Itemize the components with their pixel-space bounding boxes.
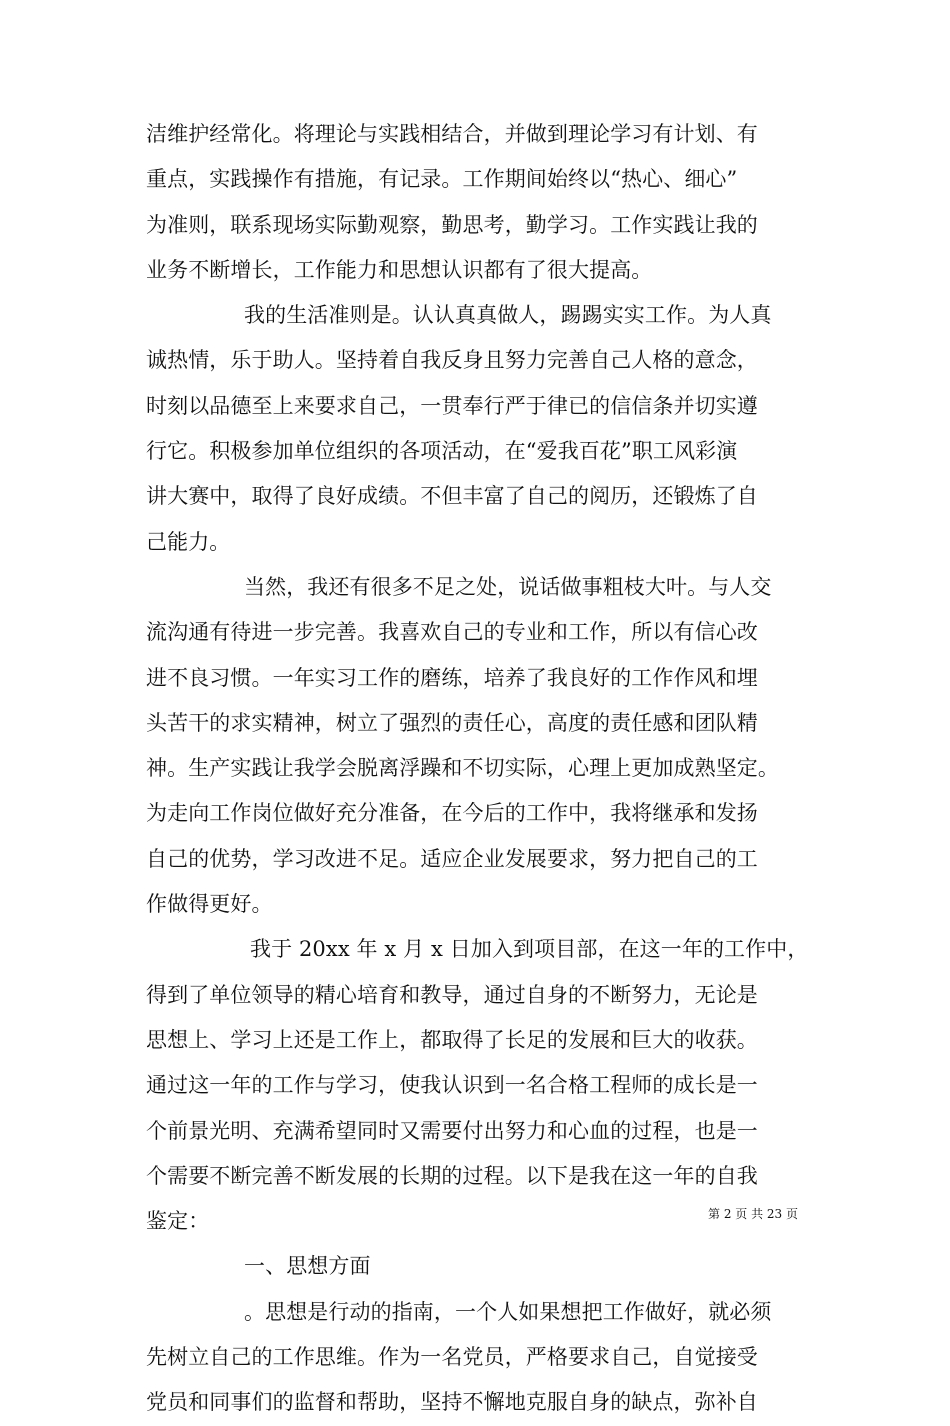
text-line: 为走向工作岗位做好充分准备，在今后的工作中，我将继承和发扬 (146, 801, 758, 826)
text-line: 神。生产实践让我学会脱离浮躁和不切实际，心理上更加成熟坚定。 (146, 756, 779, 781)
page-number-footer: 第 2 页 共 23 页 (708, 1207, 798, 1221)
text-line: 头苦干的求实精神，树立了强烈的责任心，高度的责任感和团队精 (146, 710, 758, 735)
text-line: 个前景光明、充满希望同时又需要付出努力和心血的过程，也是一 (146, 1118, 758, 1143)
text-line: 业务不断增长，工作能力和思想认识都有了很大提高。 (146, 257, 653, 282)
text-line: 重点，实践操作有措施，有记录。工作期间始终以“热心、细心” (146, 167, 738, 192)
text-line: 流沟通有待进一步完善。我喜欢自己的专业和工作，所以有信心改 (146, 620, 758, 645)
section-heading: 一、思想方面 (244, 1254, 371, 1279)
text-line: 作做得更好。 (146, 892, 273, 917)
document-body (146, 112, 811, 1426)
text-line: 为准则，联系现场实际勤观察，勤思考，勤学习。工作实践让我的 (146, 212, 758, 237)
text-line: 党员和同事们的监督和帮助，坚持不懈地克服自身的缺点，弥补自 (146, 1390, 758, 1415)
paragraph-start-line: 我于 20xx 年 x 月 x 日加入到项目部，在这一年的工作中， (250, 937, 809, 962)
text-line: 自己的优势，学习改进不足。适应企业发展要求，努力把自己的工 (146, 846, 758, 871)
text-line: 得到了单位领导的精心培育和教导，通过自身的不断努力，无论是 (146, 982, 758, 1007)
text-line: 进不良习惯。一年实习工作的磨练，培养了我良好的工作作风和埋 (146, 665, 758, 690)
paragraph-start-line: 。思想是行动的指南，一个人如果想把工作做好，就必须 (244, 1299, 772, 1324)
paragraph-start-line: 当然，我还有很多不足之处，说话做事粗枝大叶。与人交 (244, 574, 772, 599)
text-line: 己能力。 (146, 529, 231, 554)
text-line: 行它。积极参加单位组织的各项活动，在“爱我百花”职工风彩演 (146, 439, 738, 464)
text-line: 时刻以品德至上来要求自己，一贯奉行严于律已的信信条并切实遵 (146, 393, 758, 418)
text-line: 诚热情，乐于助人。坚持着自我反身且努力完善自己人格的意念， (146, 348, 758, 373)
text-line: 先树立自己的工作思维。作为一名党员，严格要求自己，自觉接受 (146, 1345, 758, 1370)
text-line: 个需要不断完善不断发展的长期的过程。以下是我在这一年的自我 (146, 1163, 758, 1188)
text-line: 鉴定： (146, 1209, 210, 1234)
paragraph-start-line: 我的生活准则是。认认真真做人，踢踢实实工作。为人真 (244, 303, 772, 328)
text-line: 通过这一年的工作与学习，使我认识到一名合格工程师的成长是一 (146, 1073, 758, 1098)
text-line: 洁维护经常化。将理论与实践相结合，并做到理论学习有计划、有 (146, 122, 758, 146)
text-line: 思想上、学习上还是工作上，都取得了长足的发展和巨大的收获。 (146, 1027, 758, 1052)
text-line: 讲大赛中，取得了良好成绩。不但丰富了自己的阅历，还锻炼了自 (146, 484, 758, 509)
